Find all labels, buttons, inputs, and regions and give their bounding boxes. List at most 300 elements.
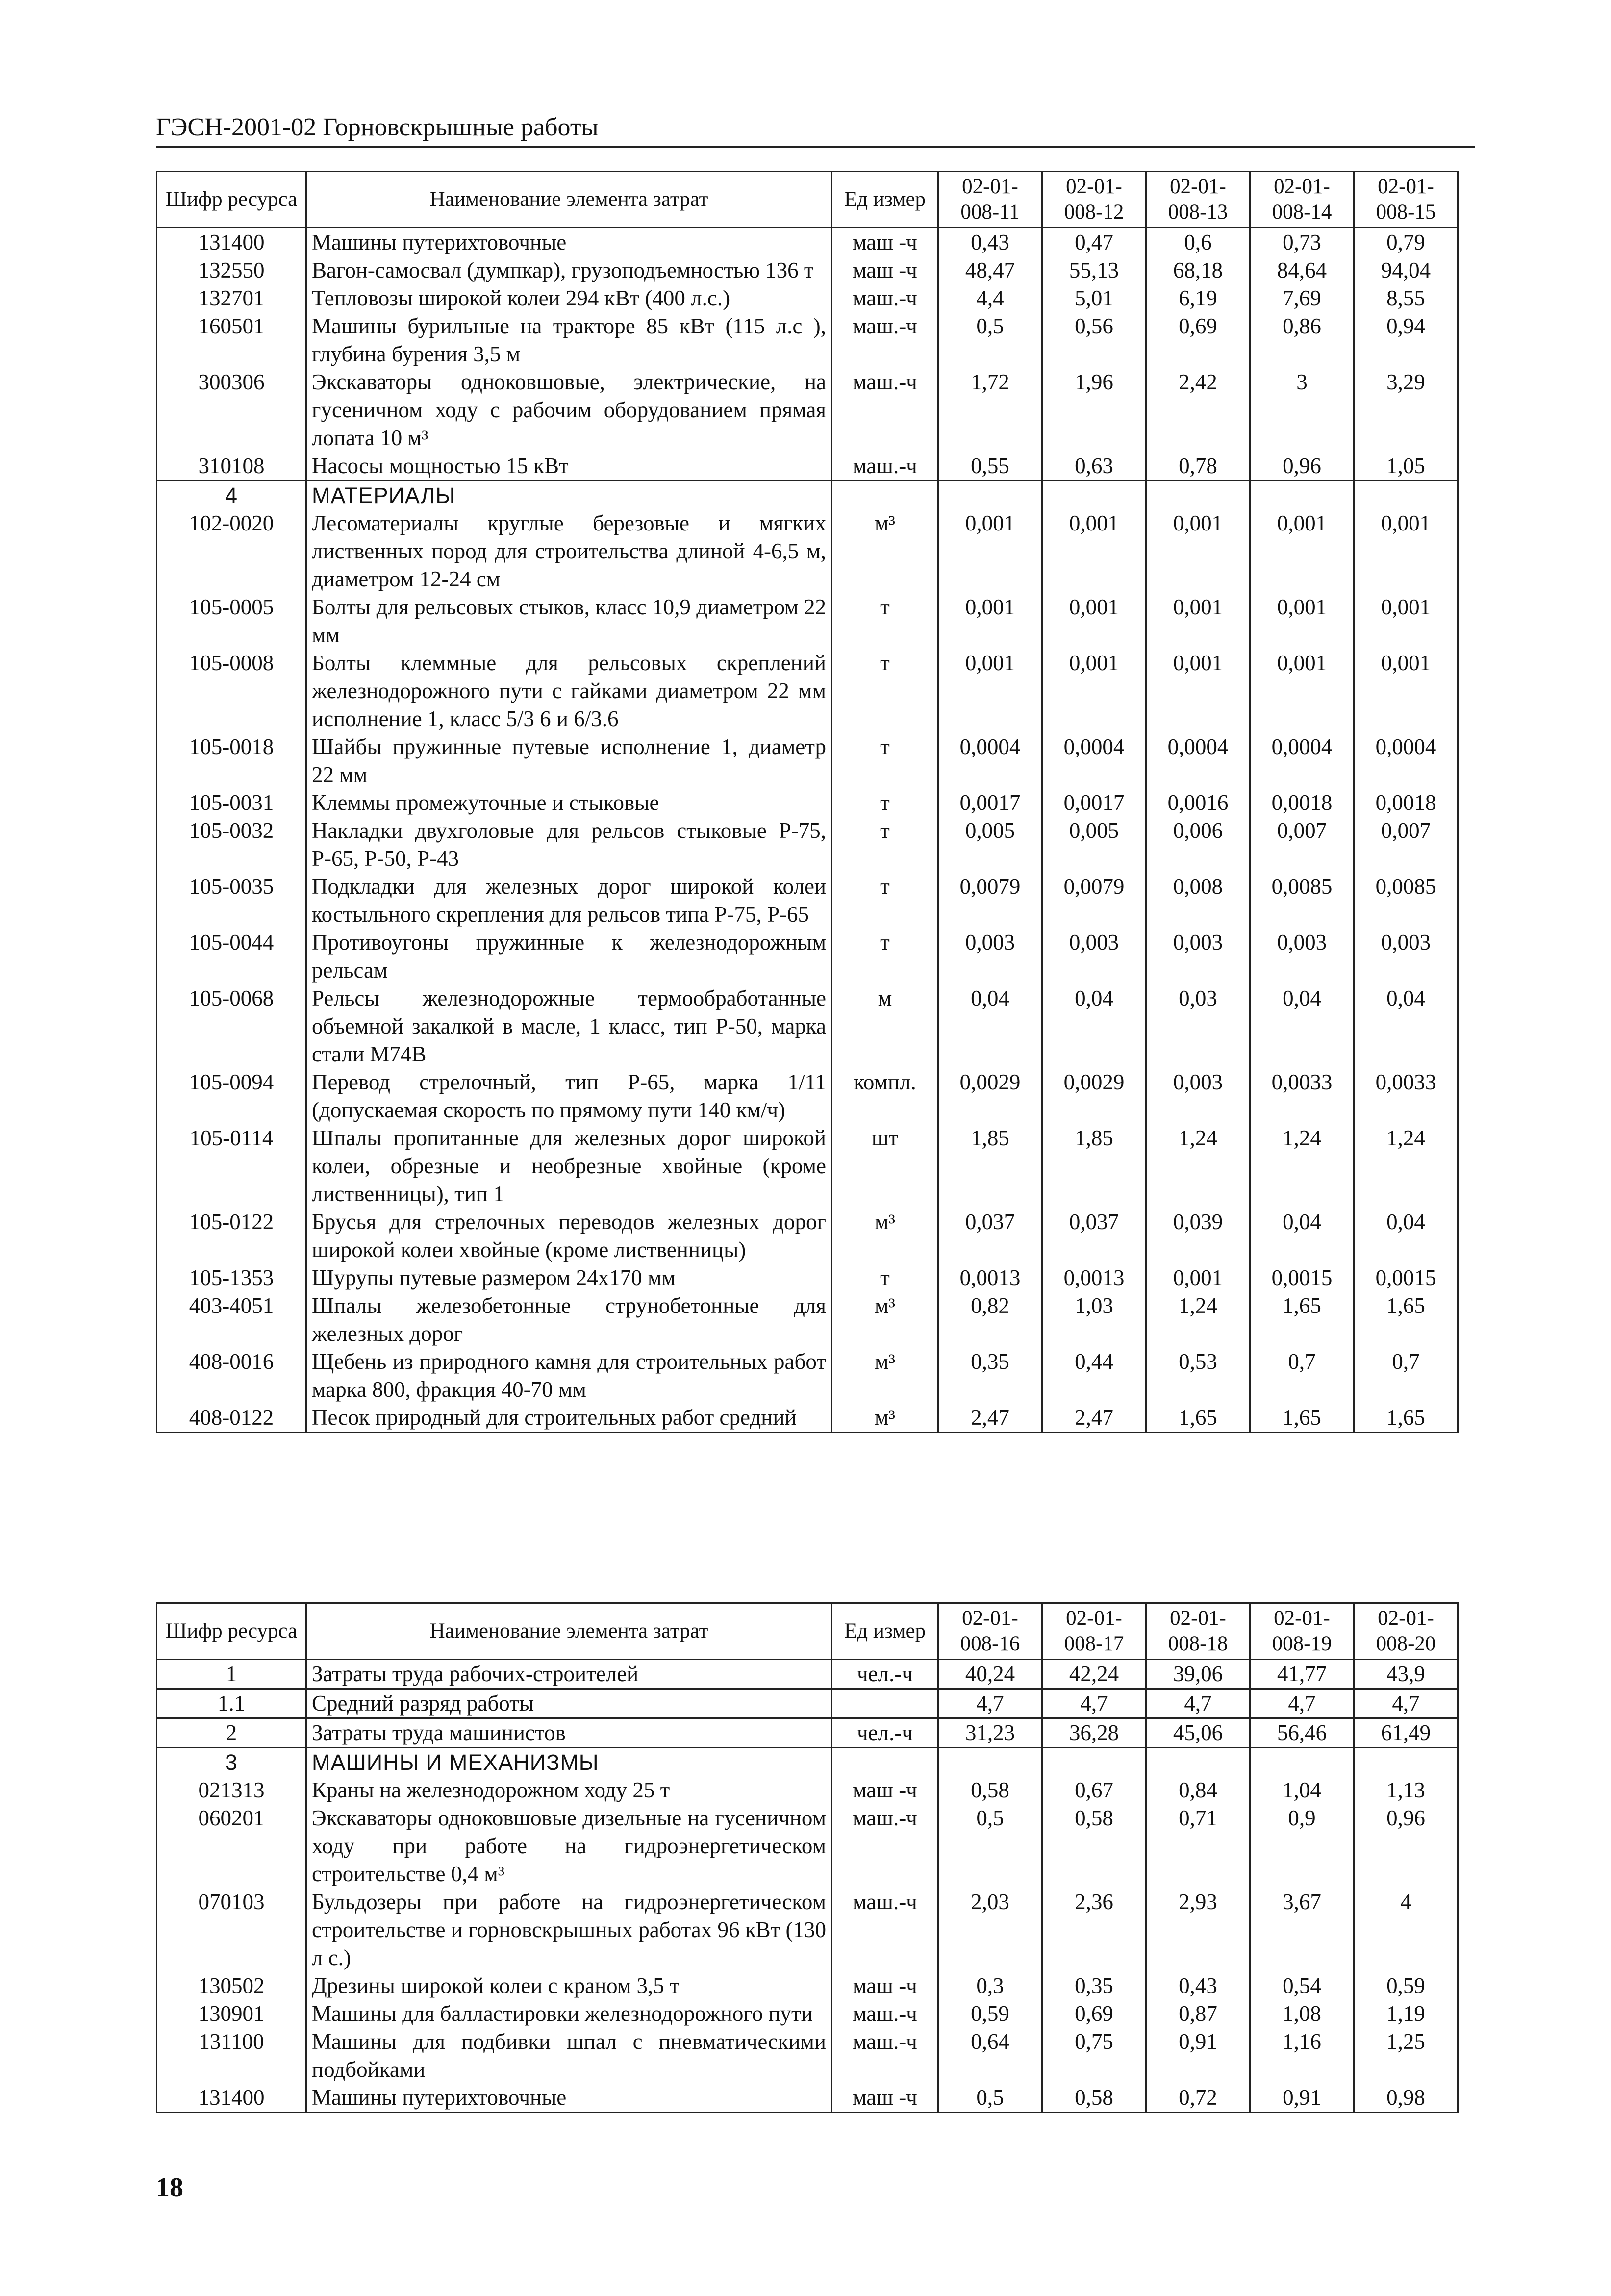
value-cell — [1250, 481, 1354, 510]
resource-code: 105-0122 — [157, 1208, 306, 1264]
value-cell: 0,04 — [1250, 1208, 1354, 1264]
unit-cell: шт — [832, 1124, 938, 1208]
value-cell: 0,7 — [1354, 1348, 1458, 1404]
resource-code: 132701 — [157, 284, 306, 312]
value-cell — [938, 481, 1042, 510]
value-cell: 0,0015 — [1354, 1264, 1458, 1292]
value-cell: 4,7 — [1146, 1689, 1250, 1718]
resource-code: 408-0016 — [157, 1348, 306, 1404]
table-row — [157, 2084, 1458, 2113]
value-cell: 0,001 — [1042, 649, 1146, 733]
value-cell: 0,003 — [1042, 929, 1146, 984]
value-cell: 0,001 — [1250, 509, 1354, 593]
value-cell: 0,04 — [1042, 984, 1146, 1068]
value-cell: 0,82 — [938, 1292, 1042, 1348]
value-cell: 2,03 — [938, 1888, 1042, 1972]
value-cell: 5,01 — [1042, 284, 1146, 312]
value-cell: 0,0013 — [1042, 1264, 1146, 1292]
resource-name: Щебень из природного камня для строительных работ марка 800, фракция 40-70 мм — [306, 1348, 832, 1404]
resource-code: 130502 — [157, 1972, 306, 2000]
value-cell: 68,18 — [1146, 256, 1250, 284]
value-cell: 0,001 — [1354, 649, 1458, 733]
resource-code: 105-0032 — [157, 817, 306, 873]
value-cell: 1,05 — [1354, 452, 1458, 481]
unit-cell: маш -ч — [832, 256, 938, 284]
value-cell: 4,7 — [1354, 1689, 1458, 1718]
resource-table-1 — [156, 171, 1459, 1433]
table-row — [157, 228, 1458, 257]
table-row — [157, 1068, 1458, 1124]
resource-code: 160501 — [157, 312, 306, 368]
value-cell: 0,007 — [1354, 817, 1458, 873]
column-header: 02-01-008-15 — [1354, 172, 1458, 228]
unit-cell: т — [832, 817, 938, 873]
value-cell: 43,9 — [1354, 1660, 1458, 1689]
value-cell: 0,87 — [1146, 2000, 1250, 2028]
resource-code: 4 — [157, 481, 306, 510]
value-cell: 0,001 — [1042, 593, 1146, 649]
value-cell: 0,0017 — [1042, 789, 1146, 817]
resource-code: 3 — [157, 1748, 306, 1777]
value-cell: 0,94 — [1354, 312, 1458, 368]
value-cell: 0,75 — [1042, 2028, 1146, 2084]
value-cell: 0,0004 — [1354, 733, 1458, 789]
value-cell: 0,98 — [1354, 2084, 1458, 2113]
value-cell: 0,04 — [938, 984, 1042, 1068]
unit-cell: маш.-ч — [832, 368, 938, 452]
value-cell: 94,04 — [1354, 256, 1458, 284]
value-cell: 4,4 — [938, 284, 1042, 312]
unit-cell: м³ — [832, 1292, 938, 1348]
column-header: Наименование элемента затрат — [306, 172, 832, 228]
value-cell: 0,63 — [1042, 452, 1146, 481]
resource-code: 2 — [157, 1718, 306, 1748]
resource-code: 300306 — [157, 368, 306, 452]
value-cell: 0,53 — [1146, 1348, 1250, 1404]
section-row — [157, 481, 1458, 510]
table-row — [157, 1292, 1458, 1348]
unit-cell: т — [832, 733, 938, 789]
value-cell: 0,67 — [1042, 1776, 1146, 1804]
resource-code: 1 — [157, 1660, 306, 1689]
value-cell: 41,77 — [1250, 1660, 1354, 1689]
resource-name: Шайбы пружинные путевые исполнение 1, диаметр 22 мм — [306, 733, 832, 789]
resource-name: Затраты труда рабочих-строителей — [306, 1660, 832, 1689]
value-cell: 1,85 — [938, 1124, 1042, 1208]
value-cell — [1146, 481, 1250, 510]
value-cell: 0,0004 — [1146, 733, 1250, 789]
value-cell: 0,0085 — [1250, 873, 1354, 929]
value-cell: 1,65 — [1354, 1404, 1458, 1433]
value-cell: 55,13 — [1042, 256, 1146, 284]
resource-name: Лесоматериалы круглые березовые и мягких лиственных пород для строительства длиной 4-6,5 м, диаметром 12-24 см — [306, 509, 832, 593]
page-number: 18 — [156, 2172, 183, 2203]
value-cell: 0,003 — [1250, 929, 1354, 984]
unit-cell: маш.-ч — [832, 284, 938, 312]
value-cell: 0,0015 — [1250, 1264, 1354, 1292]
resource-code: 105-0114 — [157, 1124, 306, 1208]
value-cell: 0,71 — [1146, 1804, 1250, 1888]
table-row — [157, 368, 1458, 452]
value-cell: 0,59 — [1354, 1972, 1458, 2000]
value-cell: 0,001 — [1042, 509, 1146, 593]
value-cell: 0,69 — [1042, 2000, 1146, 2028]
resource-code: 408-0122 — [157, 1404, 306, 1433]
value-cell: 0,6 — [1146, 228, 1250, 257]
value-cell: 0,43 — [938, 228, 1042, 257]
value-cell: 0,0016 — [1146, 789, 1250, 817]
resource-code: 310108 — [157, 452, 306, 481]
column-header: 02-01-008-19 — [1250, 1603, 1354, 1660]
value-cell: 1,25 — [1354, 2028, 1458, 2084]
resource-name: МАТЕРИАЛЫ — [306, 481, 832, 510]
resource-code: 131400 — [157, 228, 306, 257]
column-header: Шифр ресурса — [157, 1603, 306, 1660]
resource-name: Вагон-самосвал (думпкар), грузоподъемностью 136 т — [306, 256, 832, 284]
value-cell — [1354, 1748, 1458, 1777]
value-cell: 0,0004 — [938, 733, 1042, 789]
value-cell: 4 — [1354, 1888, 1458, 1972]
table-row — [157, 1776, 1458, 1804]
table-row — [157, 984, 1458, 1068]
value-cell: 1,24 — [1146, 1124, 1250, 1208]
resource-code: 105-0044 — [157, 929, 306, 984]
resource-name: Песок природный для строительных работ средний — [306, 1404, 832, 1433]
unit-cell — [832, 1689, 938, 1718]
table-row — [157, 1660, 1458, 1689]
unit-cell: т — [832, 929, 938, 984]
value-cell: 0,003 — [1354, 929, 1458, 984]
value-cell: 0,91 — [1146, 2028, 1250, 2084]
column-header: 02-01-008-20 — [1354, 1603, 1458, 1660]
value-cell: 0,0004 — [1042, 733, 1146, 789]
value-cell: 0,78 — [1146, 452, 1250, 481]
column-header: 02-01-008-16 — [938, 1603, 1042, 1660]
value-cell: 0,001 — [938, 593, 1042, 649]
value-cell: 1,16 — [1250, 2028, 1354, 2084]
value-cell: 0,001 — [1354, 509, 1458, 593]
value-cell: 0,91 — [1250, 2084, 1354, 2113]
resource-name: Машины бурильные на тракторе 85 кВт (115 л.с ), глубина бурения 3,5 м — [306, 312, 832, 368]
value-cell: 0,006 — [1146, 817, 1250, 873]
value-cell: 1,24 — [1354, 1124, 1458, 1208]
resource-code: 131100 — [157, 2028, 306, 2084]
resource-name: Брусья для стрелочных переводов железных дорог широкой колеи хвойные (кроме лиственницы) — [306, 1208, 832, 1264]
value-cell: 0,037 — [1042, 1208, 1146, 1264]
value-cell: 0,5 — [938, 312, 1042, 368]
value-cell: 1,65 — [1250, 1404, 1354, 1433]
table-row — [157, 789, 1458, 817]
value-cell: 0,0018 — [1354, 789, 1458, 817]
column-header: 02-01-008-14 — [1250, 172, 1354, 228]
value-cell: 48,47 — [938, 256, 1042, 284]
value-cell: 0,008 — [1146, 873, 1250, 929]
value-cell: 0,003 — [1146, 929, 1250, 984]
value-cell: 0,84 — [1146, 1776, 1250, 1804]
unit-cell: чел.-ч — [832, 1718, 938, 1748]
resource-code: 130901 — [157, 2000, 306, 2028]
table-row — [157, 733, 1458, 789]
resource-code: 105-0018 — [157, 733, 306, 789]
value-cell — [938, 1748, 1042, 1777]
section-row — [157, 1748, 1458, 1777]
value-cell: 45,06 — [1146, 1718, 1250, 1748]
value-cell: 0,0079 — [938, 873, 1042, 929]
value-cell: 0,3 — [938, 1972, 1042, 2000]
value-cell: 1,03 — [1042, 1292, 1146, 1348]
resource-code: 105-0068 — [157, 984, 306, 1068]
unit-cell: м — [832, 984, 938, 1068]
value-cell: 0,5 — [938, 1804, 1042, 1888]
value-cell: 0,64 — [938, 2028, 1042, 2084]
resource-name: Клеммы промежуточные и стыковые — [306, 789, 832, 817]
value-cell: 1,72 — [938, 368, 1042, 452]
unit-cell: м³ — [832, 509, 938, 593]
table-row — [157, 593, 1458, 649]
value-cell: 0,72 — [1146, 2084, 1250, 2113]
resource-name: Перевод стрелочный, тип Р-65, марка 1/11 (допускаемая скорость по прямому пути 140 км/ч) — [306, 1068, 832, 1124]
value-cell: 0,0017 — [938, 789, 1042, 817]
resource-name: Шпалы пропитанные для железных дорог широкой колеи, обрезные и необрезные хвойные (кроме лиственницы), тип 1 — [306, 1124, 832, 1208]
unit-cell: т — [832, 649, 938, 733]
value-cell: 0,35 — [1042, 1972, 1146, 2000]
resource-name: Бульдозеры при работе на гидроэнергетическом строительстве и горновскрышных работах 96 кВт (130 л с.) — [306, 1888, 832, 1972]
value-cell: 0,001 — [1146, 593, 1250, 649]
value-cell: 0,58 — [938, 1776, 1042, 1804]
value-cell: 0,9 — [1250, 1804, 1354, 1888]
value-cell: 2,36 — [1042, 1888, 1146, 1972]
page-header — [156, 112, 1475, 148]
unit-cell: маш -ч — [832, 2084, 938, 2113]
resource-name: Затраты труда машинистов — [306, 1718, 832, 1748]
value-cell: 2,47 — [938, 1404, 1042, 1433]
unit-cell: маш.-ч — [832, 452, 938, 481]
table-row — [157, 1972, 1458, 2000]
value-cell — [1042, 1748, 1146, 1777]
table-row — [157, 2000, 1458, 2028]
value-cell: 61,49 — [1354, 1718, 1458, 1748]
value-cell: 0,56 — [1042, 312, 1146, 368]
table-row — [157, 1888, 1458, 1972]
resource-code: 021313 — [157, 1776, 306, 1804]
value-cell: 8,55 — [1354, 284, 1458, 312]
value-cell: 4,7 — [1250, 1689, 1354, 1718]
value-cell: 0,0033 — [1354, 1068, 1458, 1124]
resource-name: Экскаваторы одноковшовые дизельные на гусеничном ходу при работе на гидроэнергетическом строительстве 0,4 м³ — [306, 1804, 832, 1888]
value-cell: 0,04 — [1354, 1208, 1458, 1264]
unit-cell: маш.-ч — [832, 2000, 938, 2028]
value-cell — [1250, 1748, 1354, 1777]
value-cell: 0,001 — [938, 649, 1042, 733]
column-header: Наименование элемента затрат — [306, 1603, 832, 1660]
resource-code: 403-4051 — [157, 1292, 306, 1348]
value-cell: 39,06 — [1146, 1660, 1250, 1689]
value-cell: 0,35 — [938, 1348, 1042, 1404]
unit-cell: м³ — [832, 1404, 938, 1433]
value-cell: 1,65 — [1146, 1404, 1250, 1433]
resource-name: Дрезины широкой колеи с краном 3,5 т — [306, 1972, 832, 2000]
column-header: 02-01-008-13 — [1146, 172, 1250, 228]
value-cell: 0,001 — [938, 509, 1042, 593]
unit-cell: т — [832, 1264, 938, 1292]
value-cell: 56,46 — [1250, 1718, 1354, 1748]
value-cell — [1354, 481, 1458, 510]
value-cell: 40,24 — [938, 1660, 1042, 1689]
value-cell: 1,04 — [1250, 1776, 1354, 1804]
column-header: 02-01-008-12 — [1042, 172, 1146, 228]
resource-name: Болты для рельсовых стыков, класс 10,9 диаметром 22 мм — [306, 593, 832, 649]
table-row — [157, 312, 1458, 368]
unit-cell — [832, 1748, 938, 1777]
unit-cell: маш.-ч — [832, 2028, 938, 2084]
table-row — [157, 929, 1458, 984]
column-header: 02-01-008-18 — [1146, 1603, 1250, 1660]
resource-name: Экскаваторы одноковшовые, электрические, на гусеничном ходу с рабочим оборудованием прямая лопата 10 м³ — [306, 368, 832, 452]
value-cell: 2,93 — [1146, 1888, 1250, 1972]
unit-cell: чел.-ч — [832, 1660, 938, 1689]
value-cell: 0,001 — [1146, 509, 1250, 593]
value-cell: 0,0029 — [938, 1068, 1042, 1124]
value-cell: 4,7 — [1042, 1689, 1146, 1718]
resource-code: 105-0035 — [157, 873, 306, 929]
value-cell: 36,28 — [1042, 1718, 1146, 1748]
value-cell: 0,0018 — [1250, 789, 1354, 817]
value-cell: 0,04 — [1250, 984, 1354, 1068]
resource-name: Краны на железнодорожном ходу 25 т — [306, 1776, 832, 1804]
resource-name: Средний разряд работы — [306, 1689, 832, 1718]
resource-name: МАШИНЫ И МЕХАНИЗМЫ — [306, 1748, 832, 1777]
resource-name: Болты клеммные для рельсовых скреплений железнодорожного пути с гайками диаметром 22 мм исполнение 1, класс 5/3 6 и 6/3.6 — [306, 649, 832, 733]
table-header-row — [157, 1603, 1458, 1660]
value-cell: 0,001 — [1250, 593, 1354, 649]
value-cell: 0,0085 — [1354, 873, 1458, 929]
resource-code: 131400 — [157, 2084, 306, 2113]
value-cell: 1,24 — [1146, 1292, 1250, 1348]
value-cell: 0,59 — [938, 2000, 1042, 2028]
value-cell: 6,19 — [1146, 284, 1250, 312]
resource-code: 105-0094 — [157, 1068, 306, 1124]
value-cell: 0,001 — [1354, 593, 1458, 649]
value-cell: 0,003 — [938, 929, 1042, 984]
value-cell: 0,03 — [1146, 984, 1250, 1068]
value-cell: 0,001 — [1146, 1264, 1250, 1292]
unit-cell: маш.-ч — [832, 1888, 938, 1972]
value-cell: 0,79 — [1354, 228, 1458, 257]
value-cell: 0,005 — [1042, 817, 1146, 873]
unit-cell: т — [832, 593, 938, 649]
value-cell: 2,42 — [1146, 368, 1250, 452]
unit-cell: м³ — [832, 1208, 938, 1264]
column-header: 02-01-008-11 — [938, 172, 1042, 228]
value-cell: 0,7 — [1250, 1348, 1354, 1404]
value-cell: 0,96 — [1354, 1804, 1458, 1888]
resource-name: Машины путерихтовочные — [306, 2084, 832, 2113]
resource-name: Шурупы путевые размером 24х170 мм — [306, 1264, 832, 1292]
value-cell: 0,58 — [1042, 1804, 1146, 1888]
unit-cell: м³ — [832, 1348, 938, 1404]
value-cell: 0,04 — [1354, 984, 1458, 1068]
unit-cell — [832, 481, 938, 510]
column-header: Ед измер — [832, 1603, 938, 1660]
resource-code: 070103 — [157, 1888, 306, 1972]
value-cell: 0,0033 — [1250, 1068, 1354, 1124]
column-header: 02-01-008-17 — [1042, 1603, 1146, 1660]
unit-cell: маш -ч — [832, 1776, 938, 1804]
table-header-row — [157, 172, 1458, 228]
value-cell: 1,13 — [1354, 1776, 1458, 1804]
value-cell: 1,19 — [1354, 2000, 1458, 2028]
value-cell — [1042, 481, 1146, 510]
value-cell: 1,65 — [1250, 1292, 1354, 1348]
resource-code: 132550 — [157, 256, 306, 284]
value-cell: 1,96 — [1042, 368, 1146, 452]
table-row — [157, 1689, 1458, 1718]
table-row — [157, 1804, 1458, 1888]
resource-name: Подкладки для железных дорог широкой колеи костыльного скрепления для рельсов типа Р-75, Р-65 — [306, 873, 832, 929]
value-cell: 0,47 — [1042, 228, 1146, 257]
resource-code: 105-0005 — [157, 593, 306, 649]
resource-code: 105-1353 — [157, 1264, 306, 1292]
resource-code: 1.1 — [157, 1689, 306, 1718]
table-row — [157, 452, 1458, 481]
value-cell: 0,69 — [1146, 312, 1250, 368]
document-title: ГЭСН-2001-02 Горновскрышные работы — [156, 113, 599, 141]
value-cell: 0,96 — [1250, 452, 1354, 481]
value-cell: 0,86 — [1250, 312, 1354, 368]
table-row — [157, 1208, 1458, 1264]
resource-name: Противоугоны пружинные к железнодорожным рельсам — [306, 929, 832, 984]
value-cell: 0,54 — [1250, 1972, 1354, 2000]
table-row — [157, 873, 1458, 929]
value-cell: 3,67 — [1250, 1888, 1354, 1972]
value-cell: 0,003 — [1146, 1068, 1250, 1124]
value-cell: 0,0013 — [938, 1264, 1042, 1292]
value-cell: 0,55 — [938, 452, 1042, 481]
table-row — [157, 509, 1458, 593]
value-cell: 1,65 — [1354, 1292, 1458, 1348]
value-cell: 0,007 — [1250, 817, 1354, 873]
unit-cell: маш.-ч — [832, 312, 938, 368]
value-cell: 42,24 — [1042, 1660, 1146, 1689]
unit-cell: маш -ч — [832, 228, 938, 257]
resource-name: Машины путерихтовочные — [306, 228, 832, 257]
column-header: Шифр ресурса — [157, 172, 306, 228]
value-cell: 31,23 — [938, 1718, 1042, 1748]
value-cell: 0,5 — [938, 2084, 1042, 2113]
resource-name: Насосы мощностью 15 кВт — [306, 452, 832, 481]
unit-cell: т — [832, 873, 938, 929]
value-cell: 0,001 — [1250, 649, 1354, 733]
table-row — [157, 1348, 1458, 1404]
value-cell: 0,0004 — [1250, 733, 1354, 789]
resource-code: 105-0031 — [157, 789, 306, 817]
unit-cell: компл. — [832, 1068, 938, 1124]
value-cell: 0,005 — [938, 817, 1042, 873]
resource-name: Машины для балластировки железнодорожного пути — [306, 2000, 832, 2028]
value-cell: 0,039 — [1146, 1208, 1250, 1264]
resource-code: 102-0020 — [157, 509, 306, 593]
table-row — [157, 1404, 1458, 1433]
table-row — [157, 2028, 1458, 2084]
unit-cell: т — [832, 789, 938, 817]
resource-table-2 — [156, 1602, 1459, 2113]
value-cell: 2,47 — [1042, 1404, 1146, 1433]
unit-cell: маш -ч — [832, 1972, 938, 2000]
table-row — [157, 1264, 1458, 1292]
value-cell: 0,0029 — [1042, 1068, 1146, 1124]
value-cell: 0,73 — [1250, 228, 1354, 257]
value-cell: 1,85 — [1042, 1124, 1146, 1208]
